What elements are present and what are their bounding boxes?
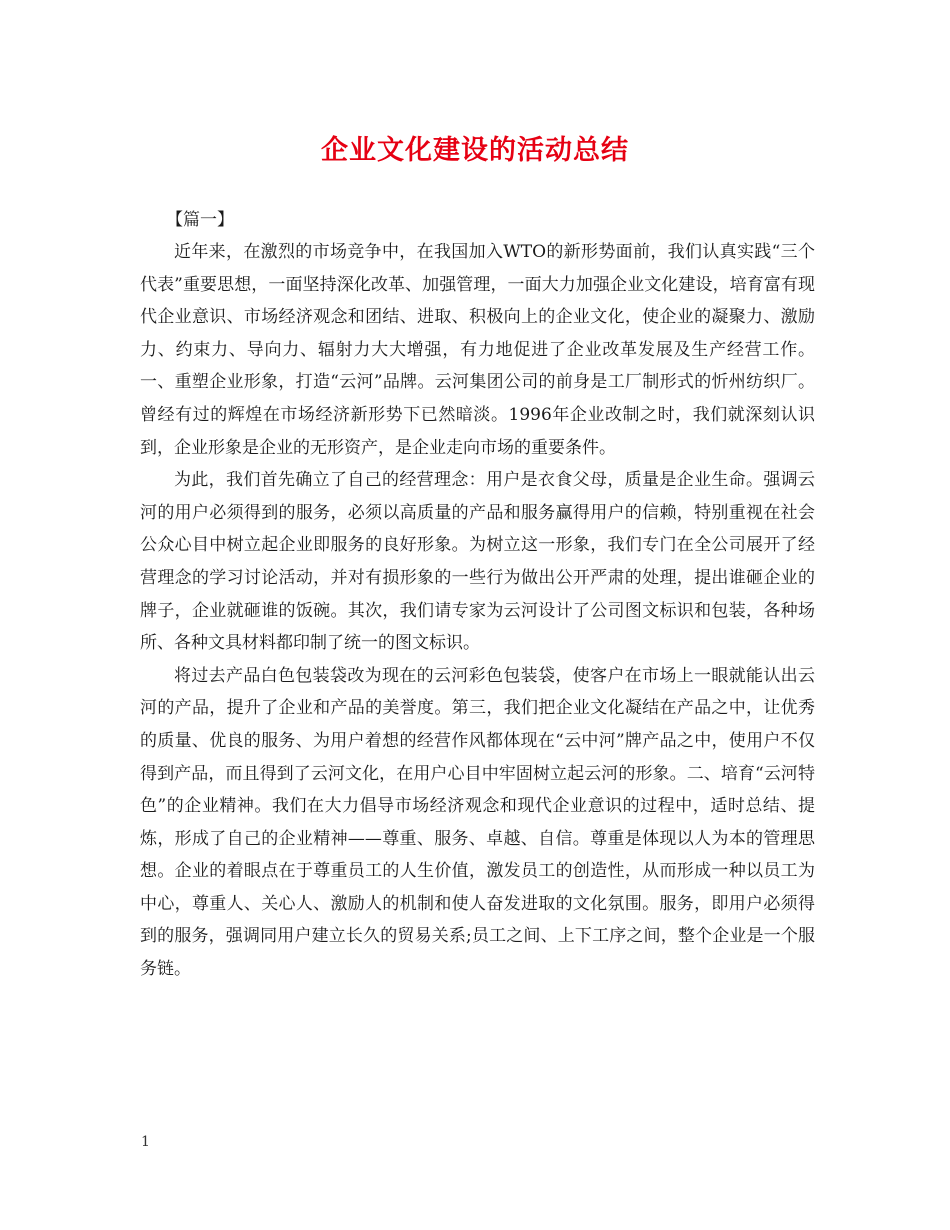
paragraph: 为此，我们首先确立了自己的经营理念：用户是衣食父母，质量是企业生命。强调云河的用户必须得到的服务，必须以高质量的产品和服务赢得用户的信赖，特别重视在社会公众心目中树立起企业即服务的良好形象。为树立这一形象，我们专门在全公司展开了经营理念的学习讨论活动，并对有损形象的一些行为做出公开严肃的处理，提出谁砸企业的牌子，企业就砸谁的饭碗。其次，我们请专家为云河设计了公司图文标识和包装，各种场所、各种文具材料都印制了统一的图文标识。: [140, 470, 815, 654]
document-body: [140, 236, 815, 986]
page-number: 1: [141, 1134, 150, 1150]
paragraph: 近年来，在激烈的市场竞争中，在我国加入WTO的新形势面前，我们认真实践“三个代表”重要思想，一面坚持深化改革、加强管理，一面大力加强企业文化建设，培育富有现代企业意识、市场经济观念和团结、进取、积极向上的企业文化，使企业的凝聚力、激励力、约束力、导向力、辐射力大大增强，有力地促进了企业改革发展及生产经营工作。一、重塑企业形象，打造“云河”品牌。云河集团公司的前身是工厂制形式的忻州纺织厂。曾经有过的辉煌在市场经济新形势下已然暗淡。1996年企业改制之时，我们就深刻认识到，企业形象是企业的无形资产，是企业走向市场的重要条件。: [140, 242, 815, 458]
document-title: 企业文化建设的活动总结: [321, 135, 629, 166]
paragraph: 将过去产品白色包装袋改为现在的云河彩色包装袋，使客户在市场上一眼就能认出云河的产品，提升了企业和产品的美誉度。第三，我们把企业文化凝结在产品之中，让优秀的质量、优良的服务、为用户着想的经营作风都体现在“云中河”牌产品之中，使用户不仅得到产品，而且得到了云河文化，在用户心目中牢固树立起云河的形象。二、培育“云河特色”的企业精神。我们在大力倡导市场经济观念和现代企业意识的过程中，适时总结、提炼，形成了自己的企业精神——尊重、服务、卓越、自信。尊重是体现以人为本的管理思想。企业的着眼点在于尊重员工的人生价值，激发员工的创造性，从而形成一种以员工为中心，尊重人、关心人、激励人的机制和使人奋发进取的文化氛围。服务，即用户必须得到的服务，强调同用户建立长久的贸易关系;员工之间、上下工序之间，整个企业是一个服务链。: [140, 665, 815, 980]
section-label: 【篇一】: [166, 210, 234, 230]
